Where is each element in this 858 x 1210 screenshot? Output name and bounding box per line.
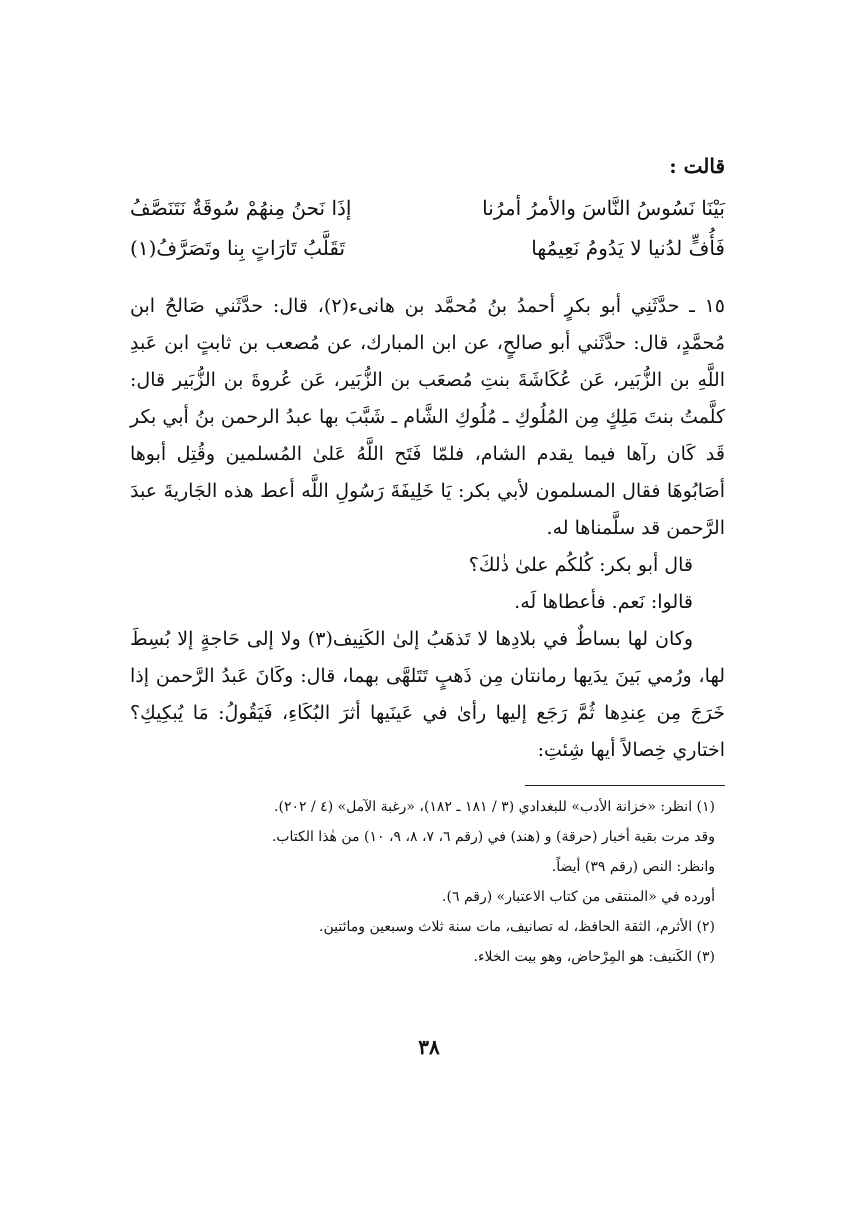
verse-first-hemistich: فَأُفٍّ لدُنيا لا يَدُومُ نَعِيمُها <box>531 236 725 260</box>
footnote: أورده في «المنتقى من كتاب الاعتبار» (رقم ٦). <box>442 889 715 905</box>
footnote-divider <box>525 785 725 786</box>
footnote: (١) انظر: «خزانة الأدب» للبغدادي (٣ / ١٨١ ـ ١٨٢)، «رغبة الآمل» (٤ / ٢٠٢). <box>274 799 715 815</box>
verse-second-hemistich: إذَا نَحنُ مِنهُمْ سُوقَةٌ نَتَنَصَّفُ <box>130 196 352 220</box>
poem-verse <box>130 228 725 268</box>
verse-second-hemistich: تَقَلَّبُ تَارَاتٍ بِنا وتَصَرَّفُ(١) <box>130 236 346 260</box>
verse-first-hemistich: بَيْنَا نَسُوسُ النَّاسَ والأمرُ أمرُنا <box>482 196 725 220</box>
narration-paragraph: قال أبو بكر: كُلكُم علىٰ ذٰلكَ؟ <box>468 554 693 576</box>
narration-paragraph: وكان لها بساطٌ في بلادِها لا تَذهَبُ إلىٰ الكَنِيف(٣) ولا إلى حَاجةٍ إلا بُسِطَ لها، ورُمي بَينَ يدَيها رمانتان مِن ذَهبٍ تَتَلهَّى بهما، قال: وكَانَ عَبدُ الرَّحمن إذا خَرَجَ مِن عِندِها ثُمَّ رَجَع إليها رأىٰ في عَينَيها أثرَ البُكَاءِ، فَيَقُولُ: مَا يُبكِيكِ؟ اختاري خِصالاً أيها شِئتِ: <box>130 628 725 761</box>
page-body <box>130 140 725 972</box>
page-number: ٣٨ <box>418 1035 440 1059</box>
poem-intro: قالت : <box>669 154 725 178</box>
footnote: وقد مرت بقية أخبار (حرقة) و (هند) في (رقم ٦، ٧، ٨، ٩، ١٠) من هٰذا الكتاب. <box>271 829 715 845</box>
footnote: (٣) الكَنيف: هو المِرْحاض، وهو بيت الخلاء. <box>473 949 715 965</box>
narration-paragraph: قالوا: نَعم. فأعطاها لَه. <box>514 591 693 613</box>
poem-verse <box>130 188 725 228</box>
footnote: وانظر: النص (رقم ٣٩) أيضاً. <box>551 859 715 875</box>
footnote: (٢) الأثرم، الثقة الحافظ، له تصانيف، مات سنة ثلاث وسبعين ومائتين. <box>319 919 715 935</box>
narration-paragraph: ١٥ ـ حدَّثَنِي أبو بكرٍ أحمدُ بنُ مُحمَّد بن هانىء(٢)، قال: حدَّثَني صَالحُ ابن مُحمَّدٍ، قال: حدَّثَني أبو صالحٍ، عن ابن المبارك، عن مُصعب بن ثابتٍ ابن عَبدِ اللَّهِ بن الزُّبَير، عَن عُكَاشَةَ بنتِ مُصعَب بن الزُّبَير، عَن عُروةَ بن الزُّبَير قال: كلَّمتُ بنتَ مَلِكٍ مِن المُلُوكِ ـ مُلُوكِ الشَّام ـ شَبَّبَ بها عبدُ الرحمن بنُ أبي بكر قَد كَان رآها فيما يقدم الشام، فلمّا فَتَح اللَّهُ عَلىٰ المُسلمين وقُتِل أبوها أصَابُوهَا فقال المسلمون لأبي بكر: يَا خَلِيفَةَ رَسُولِ اللَّه أعط هذه الجَاريةَ عبدَ الرَّحمن قد سلَّمناها له. <box>130 295 725 539</box>
